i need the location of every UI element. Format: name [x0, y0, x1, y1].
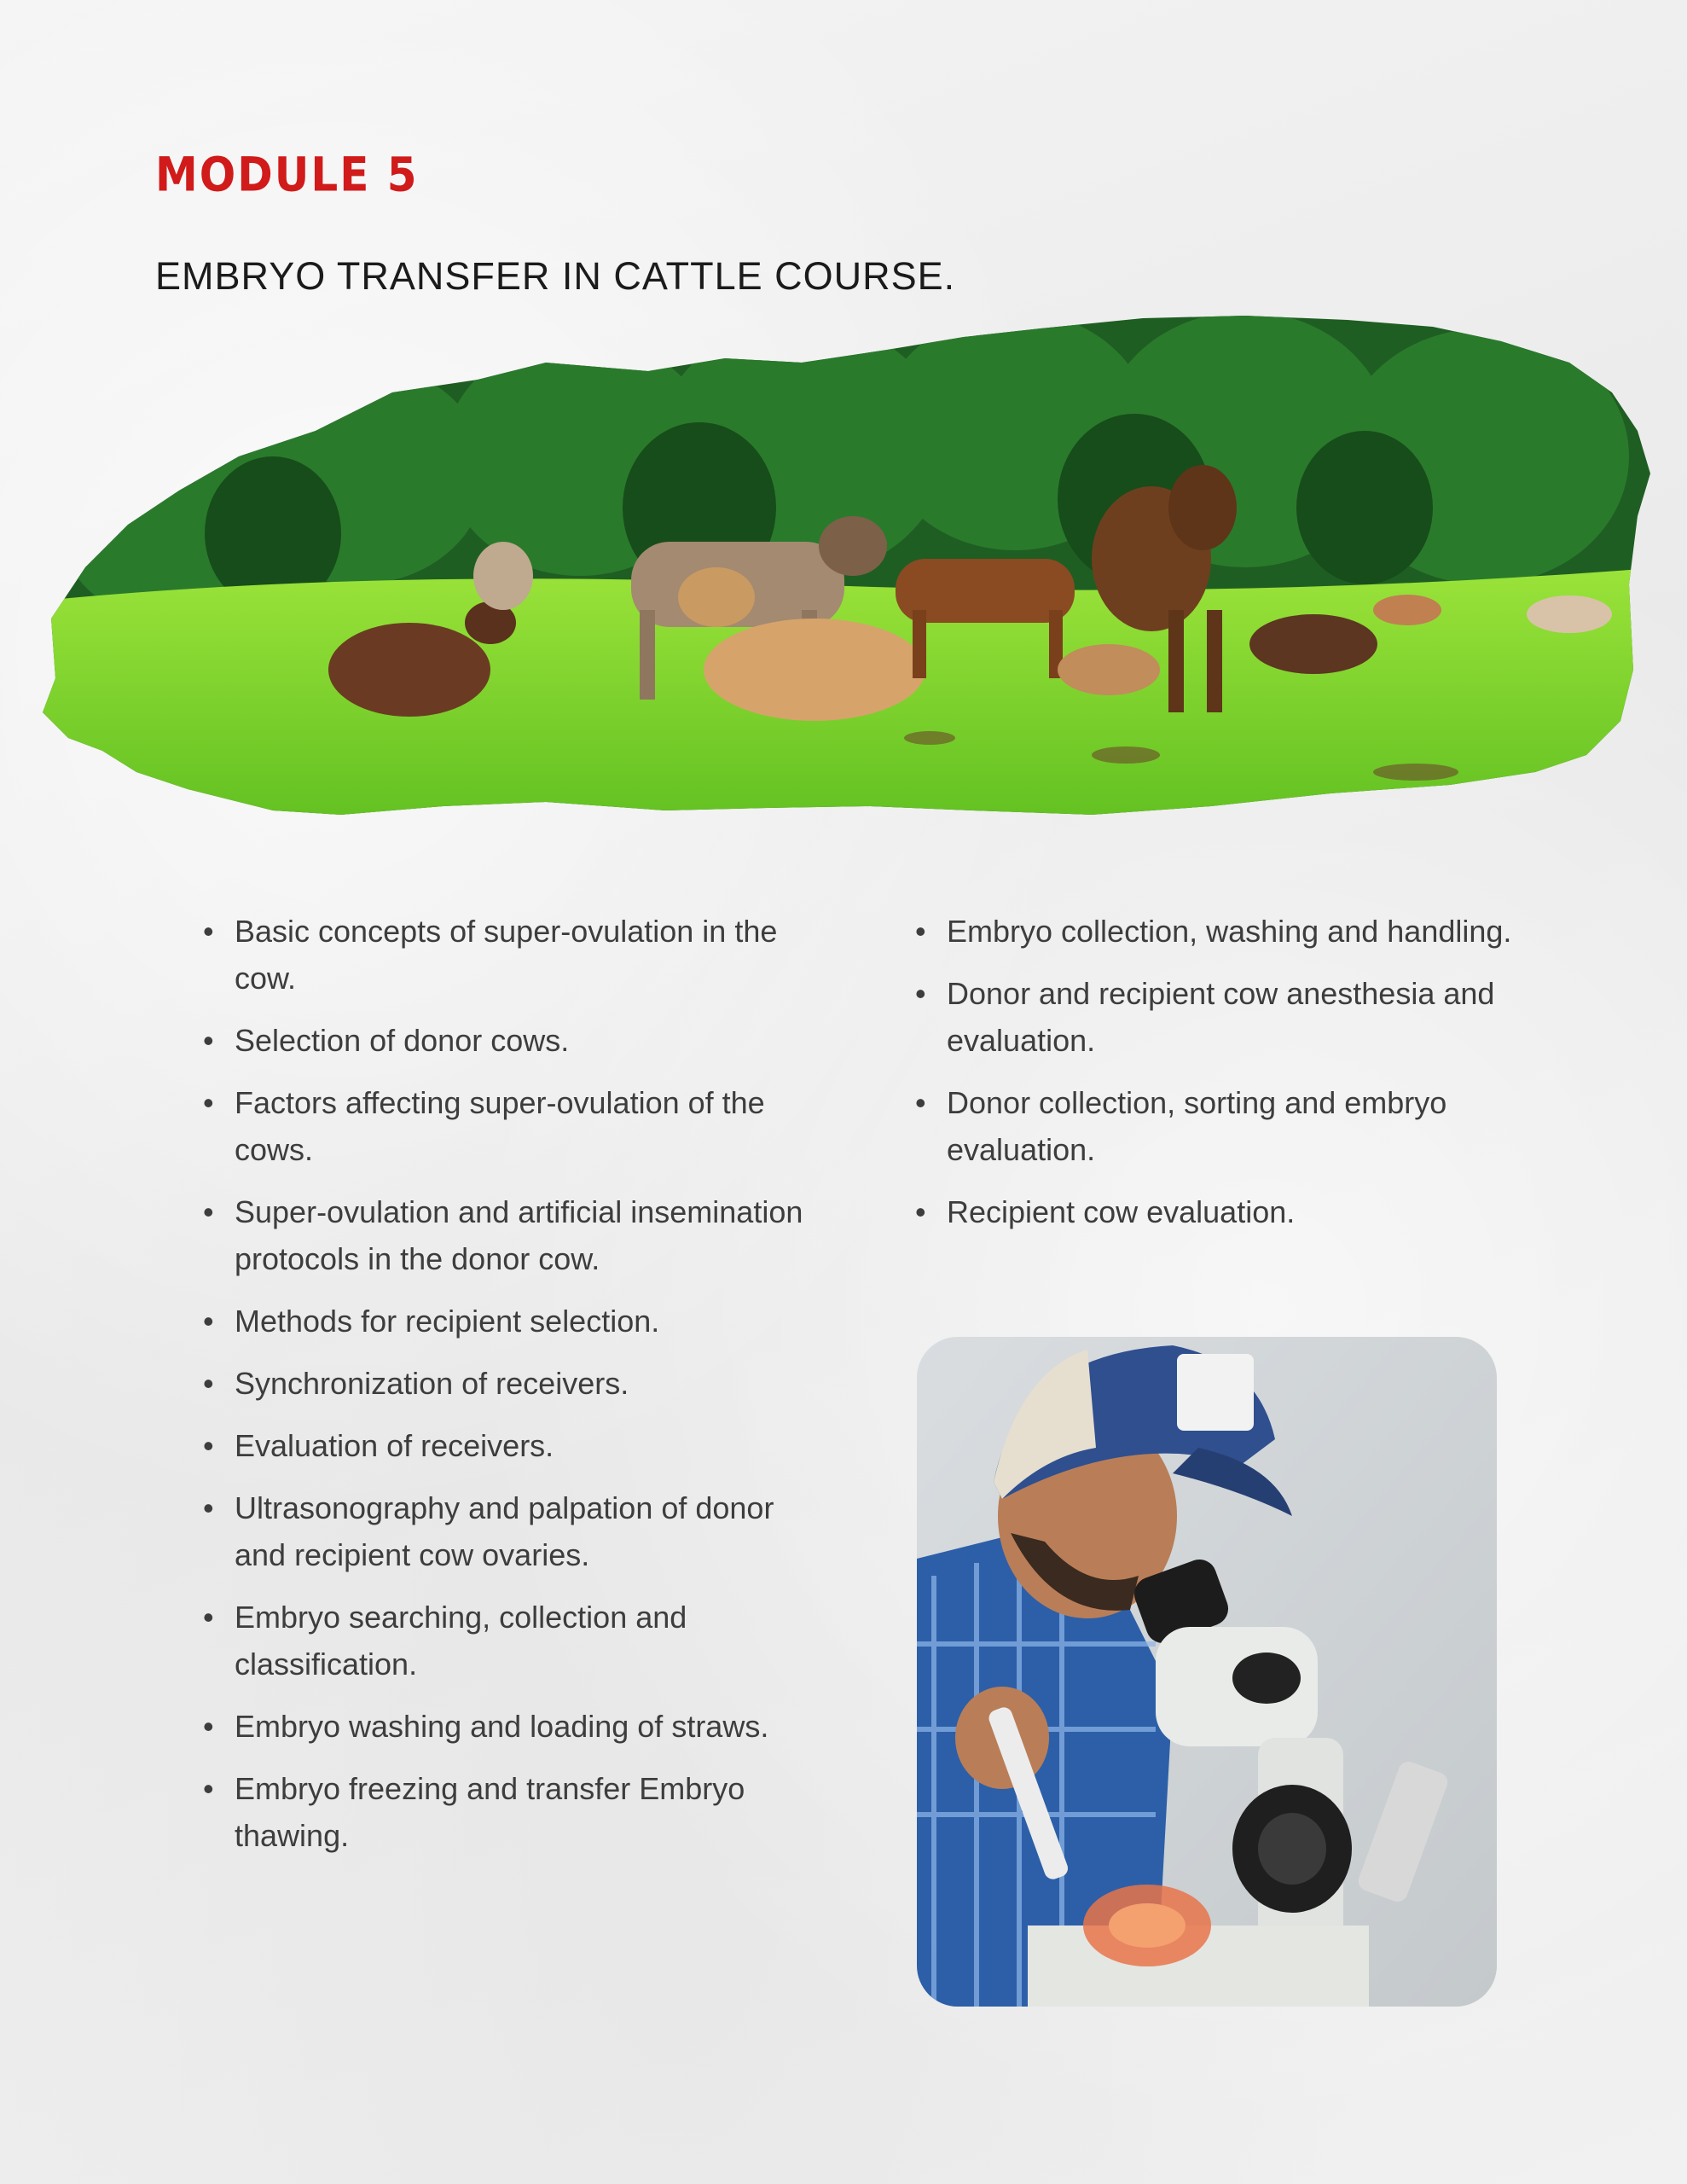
list-item: • Evaluation of receivers. — [203, 1422, 817, 1469]
list-item: • Embryo washing and loading of straws. — [203, 1703, 817, 1750]
list-item: • Embryo freezing and transfer Embryo thawing. — [203, 1765, 817, 1859]
list-item: • Embryo searching, collection and classification. — [203, 1594, 817, 1687]
list-item: • Selection of donor cows. — [203, 1017, 817, 1064]
cattle-pasture-banner — [34, 311, 1663, 836]
list-item: • Methods for recipient selection. — [203, 1298, 817, 1345]
list-item: • Factors affecting super-ovulation of the cows. — [203, 1079, 817, 1173]
list-item: • Synchronization of receivers. — [203, 1360, 817, 1407]
course-title: EMBRYO TRANSFER IN CATTLE COURSE. — [155, 254, 956, 298]
topic-list-left — [203, 908, 817, 1874]
list-item: • Donor and recipient cow anesthesia and evaluation. — [915, 970, 1529, 1064]
list-item: • Donor collection, sorting and embryo evaluation. — [915, 1079, 1529, 1173]
topic-list-right — [915, 908, 1529, 1251]
module-label: MODULE 5 — [155, 148, 419, 202]
microscope-photo — [917, 1337, 1497, 2007]
list-item: • Super-ovulation and artificial insemination protocols in the donor cow. — [203, 1188, 817, 1282]
list-item: • Basic concepts of super-ovulation in the cow. — [203, 908, 817, 1002]
list-item: • Recipient cow evaluation. — [915, 1188, 1529, 1235]
list-item: • Ultrasonography and palpation of donor and recipient cow ovaries. — [203, 1484, 817, 1578]
list-item: • Embryo collection, washing and handling. — [915, 908, 1529, 955]
